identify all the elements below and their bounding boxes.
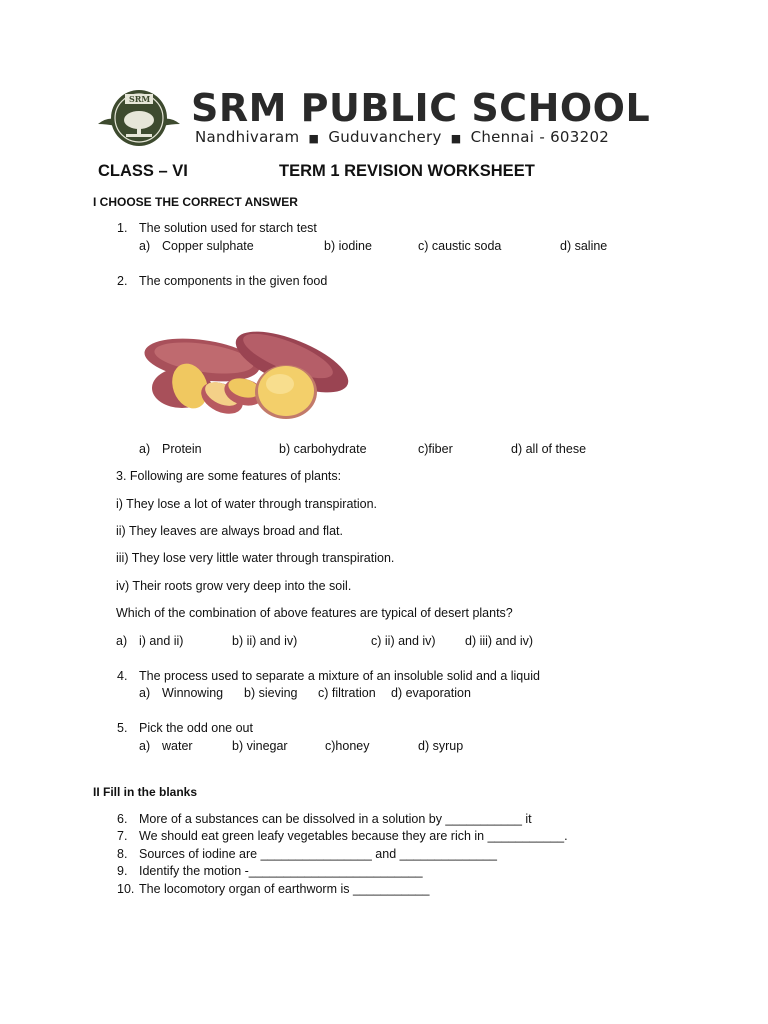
option-letter: a) xyxy=(139,442,151,456)
question-number: 5. xyxy=(117,721,128,735)
option-a: Protein xyxy=(162,442,202,456)
option-a: water xyxy=(162,739,193,753)
option-letter: a) xyxy=(139,239,151,253)
question-text: The components in the given food xyxy=(139,274,328,288)
option-d: d) all of these xyxy=(511,442,587,456)
school-header xyxy=(94,86,654,150)
option-d: d) saline xyxy=(560,239,608,253)
option-c: c) caustic soda xyxy=(418,239,502,253)
option-d: d) iii) and iv) xyxy=(465,634,534,648)
option-b: b) iodine xyxy=(324,239,372,253)
emblem-text: SRM xyxy=(129,94,151,104)
option-b: b) vinegar xyxy=(232,739,288,753)
address-town-2: Guduvanchery xyxy=(328,128,442,146)
question-number: 1. xyxy=(117,221,128,235)
address-city: Chennai - 603202 xyxy=(470,128,610,146)
bullet-icon: ■ xyxy=(450,132,462,145)
fill-blank-text: More of a substances can be dissolved in a solution by ___________ it xyxy=(139,812,532,826)
question-text: Pick the odd one out xyxy=(139,721,253,735)
fill-blank-text: Sources of iodine are ________________ and ______________ xyxy=(139,847,497,861)
option-a: Winnowing xyxy=(162,686,224,700)
question-text: The solution used for starch test xyxy=(139,221,317,235)
school-address xyxy=(195,128,609,146)
option-c: c) filtration xyxy=(318,686,376,700)
option-d: d) evaporation xyxy=(391,686,471,700)
option-c: c)fiber xyxy=(418,442,453,456)
fill-blank-text: The locomotory organ of earthworm is ___________ xyxy=(139,882,430,896)
question-number: 4. xyxy=(117,669,128,683)
section-2-heading: II Fill in the blanks xyxy=(93,785,198,799)
sweet-potato-image xyxy=(142,318,354,422)
question-number: 2. xyxy=(117,274,128,288)
option-a: i) and ii) xyxy=(139,634,184,648)
question-number: 8. xyxy=(117,847,128,861)
question-text: The process used to separate a mixture of an insoluble solid and a liquid xyxy=(139,669,540,683)
option-b: b) ii) and iv) xyxy=(232,634,298,648)
feature-1: i) They lose a lot of water through transpiration. xyxy=(116,497,378,511)
question-number: 6. xyxy=(117,812,128,826)
bullet-icon: ■ xyxy=(308,132,320,145)
fill-blank-text: Identify the motion -_________________________ xyxy=(139,864,423,878)
school-name: SRM PUBLIC SCHOOL xyxy=(191,86,651,130)
worksheet-title: TERM 1 REVISION WORKSHEET xyxy=(279,162,535,180)
address-town-1: Nandhivaram xyxy=(195,128,300,146)
option-d: d) syrup xyxy=(418,739,464,753)
option-letter: a) xyxy=(139,739,151,753)
question-number: 7. xyxy=(117,829,128,843)
fill-blank-text: We should eat green leafy vegetables because they are rich in ___________. xyxy=(139,829,568,843)
class-title: CLASS – VI xyxy=(98,162,188,180)
option-b: b) sieving xyxy=(244,686,298,700)
option-letter: a) xyxy=(139,686,151,700)
option-b: b) carbohydrate xyxy=(279,442,367,456)
question-number: 10. xyxy=(117,882,135,896)
feature-2: ii) They leaves are always broad and flat. xyxy=(116,524,343,538)
feature-4: iv) Their roots grow very deep into the soil. xyxy=(116,579,352,593)
feature-3: iii) They lose very little water through transpiration. xyxy=(116,551,395,565)
question-text: 3. Following are some features of plants: xyxy=(116,469,342,483)
option-a: Copper sulphate xyxy=(162,239,254,253)
question-number: 9. xyxy=(117,864,128,878)
section-1-heading: I CHOOSE THE CORRECT ANSWER xyxy=(93,195,298,209)
question-text: Which of the combination of above features are typical of desert plants? xyxy=(116,606,513,620)
option-letter: a) xyxy=(116,634,128,648)
option-c: c) ii) and iv) xyxy=(371,634,436,648)
option-c: c)honey xyxy=(325,739,370,753)
